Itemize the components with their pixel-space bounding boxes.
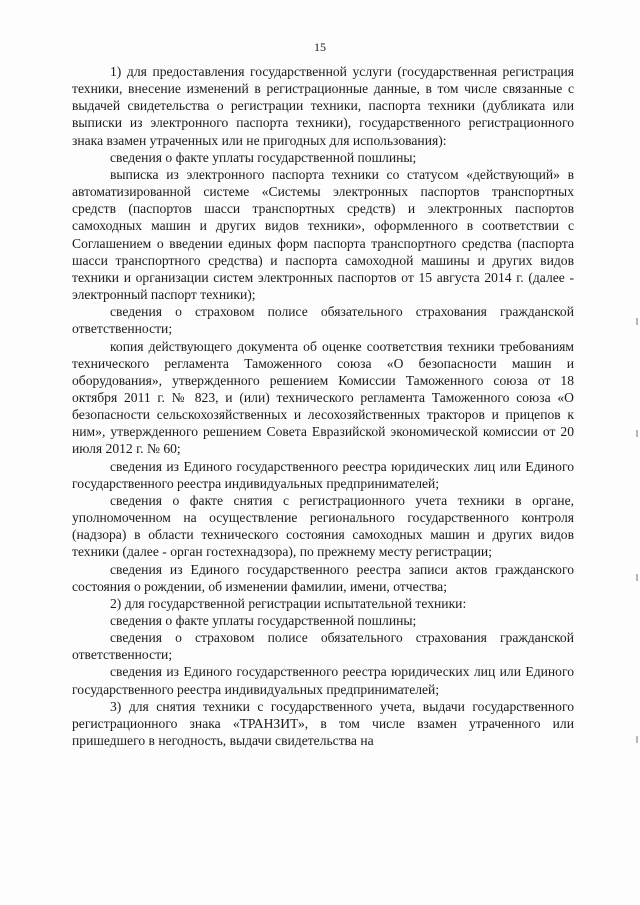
scan-edge-mark	[636, 574, 638, 581]
paragraph-item-2-intro: 2) для государственной регистрации испытательной техники:	[110, 595, 467, 611]
paragraph-state-fee: сведения о факте уплаты государственной пошлины;	[110, 149, 417, 165]
paragraph-item-3-intro: 3) для снятия техники с государственного учета, выдачи государственного регистрационного знака «ТРАНЗИТ», в том числе взамен утраченного или пришедшего в негодность, выдачи свидетельства на	[72, 698, 574, 749]
paragraph-item-1-intro: 1) для предоставления государственной услуги (государственная регистрация техники, внесение изменений в регистрационные данные, в том числе связанные с выдачей свидетельства о регистрации техники, паспорта техники (дубликата или выписки из электронного паспорта техники), государственного регистрационного знака взамен утраченных или не пригодных для использования):	[72, 64, 574, 148]
document-body	[72, 63, 574, 749]
paragraph-state-fee-2: сведения о факте уплаты государственной пошлины;	[110, 613, 417, 628]
paragraph-legal-entities-registry: сведения из Единого государственного реестра юридических лиц или Единого государственного реестра индивидуальных предпринимателей;	[72, 458, 574, 491]
scan-edge-mark	[636, 318, 638, 325]
scan-edge-mark	[636, 736, 638, 743]
paragraph-legal-entities-registry-2: сведения из Единого государственного реестра юридических лиц или Единого государственного реестра индивидуальных предпринимателей;	[72, 664, 574, 697]
paragraph-insurance-policy: сведения о страховом полисе обязательного страхования гражданской ответственности;	[72, 304, 574, 337]
paragraph-conformity-document: копия действующего документа об оценке соответствия техники требованиям технического регламента Таможенного союза «О безопасности машин и оборудования», утвержденного решением Комиссии Таможенного союза от 18 октября 2011 г. № 823, и (или) технического регламента Таможенного союза «О безопасности сельскохозяйственных и лесохозяйственных тракторов и прицепов к ним», утвержденного решением Совета Евразийской экономической комиссии от 20 июля 2012 г. № 60;	[72, 338, 574, 457]
page-number: 15	[314, 40, 326, 54]
paragraph-electronic-passport-extract: выписка из электронного паспорта техники со статусом «действующий» в автоматизированной системе «Системы электронных паспортов транспортных средств (паспортов шасси транспортных средств) и электронных паспортов самоходных машин и других видов техники», оформленного в соответствии с Соглашением о введении единых форм паспорта транспортного средства (паспорта шасси транспортного средства) и паспорта самоходной машины и других видов техники и организации систем электронных паспортов от 15 августа 2014 г. (далее - электронный паспорт техники);	[72, 166, 574, 303]
paragraph-deregistration-facts: сведения о факте снятия с регистрационного учета техники в органе, уполномоченном на осуществление регионального государственного контроля (надзора) в области технического состояния самоходных машин и других видов техники (далее - орган гостехнадзора), по прежнему месту регистрации;	[72, 492, 574, 560]
paragraph-civil-status-registry: сведения из Единого государственного реестра записи актов гражданского состояния о рождении, об изменении фамилии, имени, отчества;	[72, 561, 574, 594]
scan-edge-mark	[636, 430, 638, 437]
paragraph-insurance-policy-2: сведения о страховом полисе обязательного страхования гражданской ответственности;	[72, 630, 574, 663]
